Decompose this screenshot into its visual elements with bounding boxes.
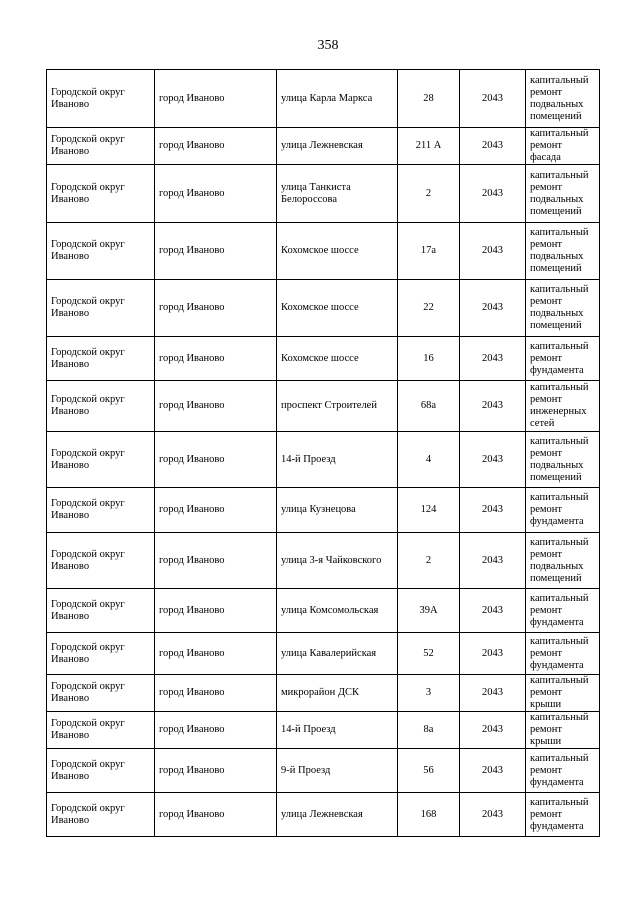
year-cell: 2043 [460,589,526,633]
house-cell: 56 [398,749,460,793]
district-cell: Городской округ Иваново [47,749,155,793]
work-type-cell: капитальный ремонт подвальных помещений [526,165,600,223]
district-cell: Городской округ Иваново [47,488,155,533]
work-type-cell: капитальный ремонт фасада [526,128,600,165]
year-cell: 2043 [460,533,526,589]
street-cell: улица Лежневская [277,128,398,165]
house-cell: 22 [398,280,460,337]
street-cell: улица Лежневская [277,793,398,837]
house-cell: 28 [398,70,460,128]
work-type-cell: капитальный ремонт фундамента [526,633,600,675]
house-cell: 2 [398,533,460,589]
district-cell: Городской округ Иваново [47,533,155,589]
street-cell: 14-й Проезд [277,712,398,749]
district-cell: Городской округ Иваново [47,128,155,165]
year-cell: 2043 [460,381,526,432]
table-row [47,128,600,165]
work-type-cell: капитальный ремонт крыши [526,675,600,712]
table-row [47,165,600,223]
city-cell: город Иваново [155,675,277,712]
table-row [47,633,600,675]
table-row [47,533,600,589]
table-row [47,381,600,432]
district-cell: Городской округ Иваново [47,589,155,633]
work-type-cell: капитальный ремонт инженерных сетей [526,381,600,432]
city-cell: город Иваново [155,533,277,589]
work-type-cell: капитальный ремонт подвальных помещений [526,280,600,337]
house-cell: 52 [398,633,460,675]
work-type-cell: капитальный ремонт крыши [526,712,600,749]
year-cell: 2043 [460,675,526,712]
page-number: 358 [317,38,339,53]
city-cell: город Иваново [155,749,277,793]
city-cell: город Иваново [155,223,277,280]
table-row [47,589,600,633]
table-row [47,223,600,280]
table-row [47,488,600,533]
city-cell: город Иваново [155,793,277,837]
street-cell: улица 3-я Чайковского [277,533,398,589]
city-cell: город Иваново [155,432,277,488]
district-cell: Городской округ Иваново [47,223,155,280]
work-type-cell: капитальный ремонт подвальных помещений [526,533,600,589]
street-cell: улица Кузнецова [277,488,398,533]
house-cell: 124 [398,488,460,533]
city-cell: город Иваново [155,589,277,633]
work-type-cell: капитальный ремонт фундамента [526,749,600,793]
work-type-cell: капитальный ремонт подвальных помещений [526,223,600,280]
year-cell: 2043 [460,165,526,223]
year-cell: 2043 [460,793,526,837]
city-cell: город Иваново [155,280,277,337]
table-row [47,712,600,749]
house-cell: 211 А [398,128,460,165]
district-cell: Городской округ Иваново [47,165,155,223]
table-row [47,70,600,128]
work-type-cell: капитальный ремонт подвальных помещений [526,432,600,488]
year-cell: 2043 [460,280,526,337]
district-cell: Городской округ Иваново [47,381,155,432]
year-cell: 2043 [460,70,526,128]
year-cell: 2043 [460,488,526,533]
house-cell: 2 [398,165,460,223]
year-cell: 2043 [460,633,526,675]
year-cell: 2043 [460,712,526,749]
house-cell: 16 [398,337,460,381]
year-cell: 2043 [460,337,526,381]
street-cell: 9-й Проезд [277,749,398,793]
city-cell: город Иваново [155,165,277,223]
repair-registry-table [46,69,600,837]
street-cell: Кохомское шоссе [277,337,398,381]
house-cell: 8а [398,712,460,749]
city-cell: город Иваново [155,381,277,432]
street-cell: улица Кавалерийская [277,633,398,675]
table-row [47,432,600,488]
city-cell: город Иваново [155,488,277,533]
city-cell: город Иваново [155,712,277,749]
work-type-cell: капитальный ремонт подвальных помещений [526,70,600,128]
work-type-cell: капитальный ремонт фундамента [526,337,600,381]
house-cell: 68а [398,381,460,432]
table-row [47,337,600,381]
year-cell: 2043 [460,128,526,165]
table-row [47,280,600,337]
house-cell: 39А [398,589,460,633]
district-cell: Городской округ Иваново [47,280,155,337]
street-cell: улица Карла Маркса [277,70,398,128]
street-cell: Кохомское шоссе [277,223,398,280]
year-cell: 2043 [460,223,526,280]
district-cell: Городской округ Иваново [47,432,155,488]
street-cell: Кохомское шоссе [277,280,398,337]
year-cell: 2043 [460,432,526,488]
house-cell: 168 [398,793,460,837]
city-cell: город Иваново [155,633,277,675]
city-cell: город Иваново [155,128,277,165]
district-cell: Городской округ Иваново [47,712,155,749]
district-cell: Городской округ Иваново [47,70,155,128]
city-cell: город Иваново [155,70,277,128]
district-cell: Городской округ Иваново [47,675,155,712]
street-cell: улица Комсомольская [277,589,398,633]
work-type-cell: капитальный ремонт фундамента [526,793,600,837]
year-cell: 2043 [460,749,526,793]
table-row [47,793,600,837]
district-cell: Городской округ Иваново [47,337,155,381]
house-cell: 17а [398,223,460,280]
district-cell: Городской округ Иваново [47,633,155,675]
table-row [47,675,600,712]
house-cell: 4 [398,432,460,488]
street-cell: улица Танкиста Белороссова [277,165,398,223]
city-cell: город Иваново [155,337,277,381]
street-cell: проспект Строителей [277,381,398,432]
work-type-cell: капитальный ремонт фундамента [526,488,600,533]
street-cell: микрорайон ДСК [277,675,398,712]
house-cell: 3 [398,675,460,712]
table-row [47,749,600,793]
work-type-cell: капитальный ремонт фундамента [526,589,600,633]
district-cell: Городской округ Иваново [47,793,155,837]
street-cell: 14-й Проезд [277,432,398,488]
